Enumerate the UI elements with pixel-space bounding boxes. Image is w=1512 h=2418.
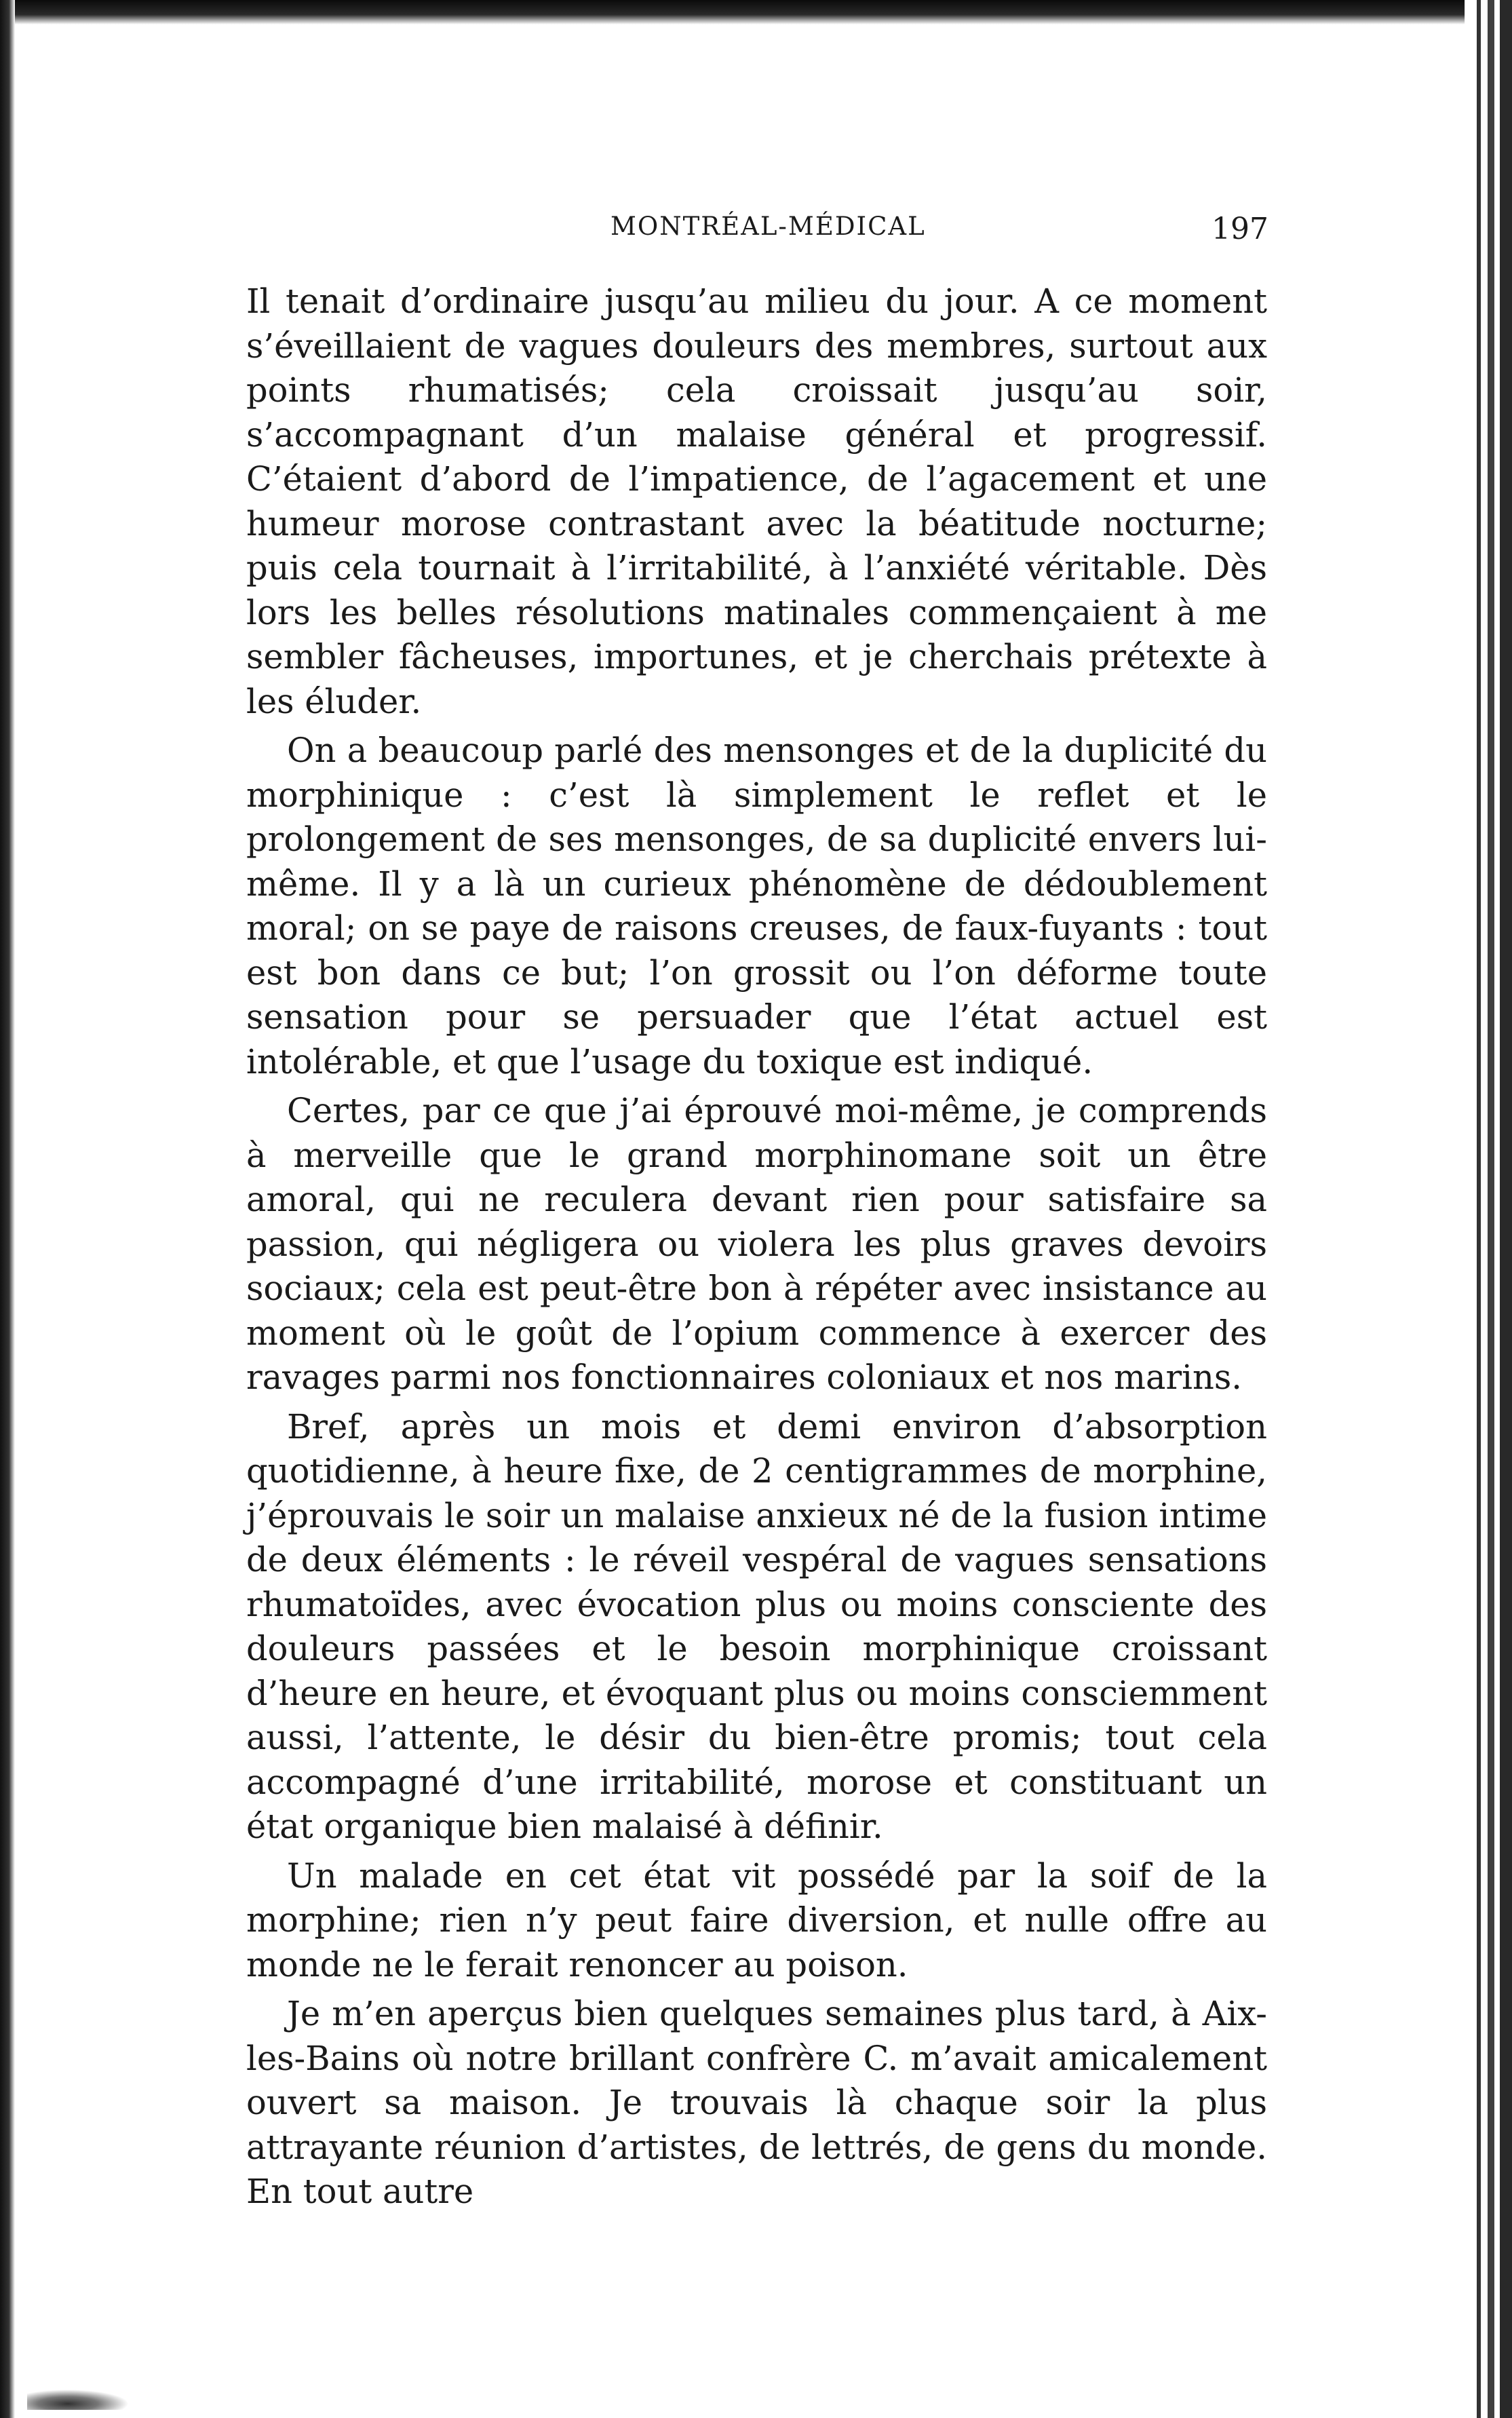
paragraph: Il tenait d’ordinaire jusqu’au milieu du jour. A ce moment s’éveillaient de vagues douleurs des membres, surtout aux points rhumatisés; cela croissait jusqu’au soir, s’accompagnant d’un malaise général et progressif. C’étaient d’abord de l’impatience, de l’agacement et une humeur morose contrastant avec la béatitude nocturne; puis cela tournait à l’irritabilité, à l’anxiété véritable. Dès lors les belles résolutions matinales commençaient à me sembler fâcheuses, importunes, et je cherchais prétexte à les éluder. bbox=[246, 282, 1267, 721]
scan-edge-top bbox=[0, 0, 1465, 24]
paragraph: Bref, après un mois et demi environ d’absorption quotidienne, à heure fixe, de 2 centigrammes de morphine, j’éprouvais le soir un malaise anxieux né de la fusion intime de deux éléments : le réveil vespéral de vagues sensations rhumatoïdes, avec évocation plus ou moins consciente des douleurs passées et le besoin morphinique croissant d’heure en heure, et évoquant plus ou moins consciemment aussi, l’attente, le désir du bien-être promis; tout cela accompagné d’une irritabilité, morose et constituant un état organique bien malaisé à définir. bbox=[246, 1406, 1267, 1846]
paragraph: Certes, par ce que j’ai éprouvé moi-même, je comprends à merveille que le grand morphinomane soit un être amoral, qui ne reculera devant rien pour satisfaire sa passion, qui négligera ou violera les plus graves devoirs sociaux; cela est peut-être bon à répéter avec insistance au moment où le goût de l’opium commence à exercer des ravages parmi nos fonctionnaires coloniaux et nos marins. bbox=[246, 1091, 1267, 1397]
page-body bbox=[246, 280, 1267, 2219]
paragraph: Un malade en cet état vit possédé par la soif de la morphine; rien n’y peut faire diversion, et nulle offre au monde ne le ferait renoncer au poison. bbox=[246, 1856, 1267, 1984]
paragraph: On a beaucoup parlé des mensonges et de la duplicité du morphinique : c’est là simplement le reflet et le prolongement de ses mensonges, de sa duplicité envers lui-même. Il y a là un curieux phénomène de dédoublement moral; on se paye de raisons creuses, de faux-fuyants : tout est bon dans ce but; l’on grossit ou l’on déforme toute sensation pour se persuader que l’état actuel est intolérable, et que l’usage du toxique est indiqué. bbox=[246, 731, 1267, 1081]
scan-smudge bbox=[27, 2390, 129, 2410]
scan-edge-right bbox=[1465, 0, 1512, 2418]
running-head bbox=[251, 212, 1268, 252]
scan-edge-left bbox=[0, 0, 15, 2418]
page-number: 197 bbox=[1211, 212, 1268, 246]
journal-title: MONTRÉAL-MÉDICAL bbox=[610, 212, 926, 241]
paragraph: Je m’en aperçus bien quelques semaines plus tard, à Aix-les-Bains où notre brillant confrère C. m’avait amicalement ouvert sa maison. Je trouvais là chaque soir la plus attrayante réunion d’artistes, de lettrés, de gens du monde. En tout autre bbox=[246, 1994, 1267, 2211]
